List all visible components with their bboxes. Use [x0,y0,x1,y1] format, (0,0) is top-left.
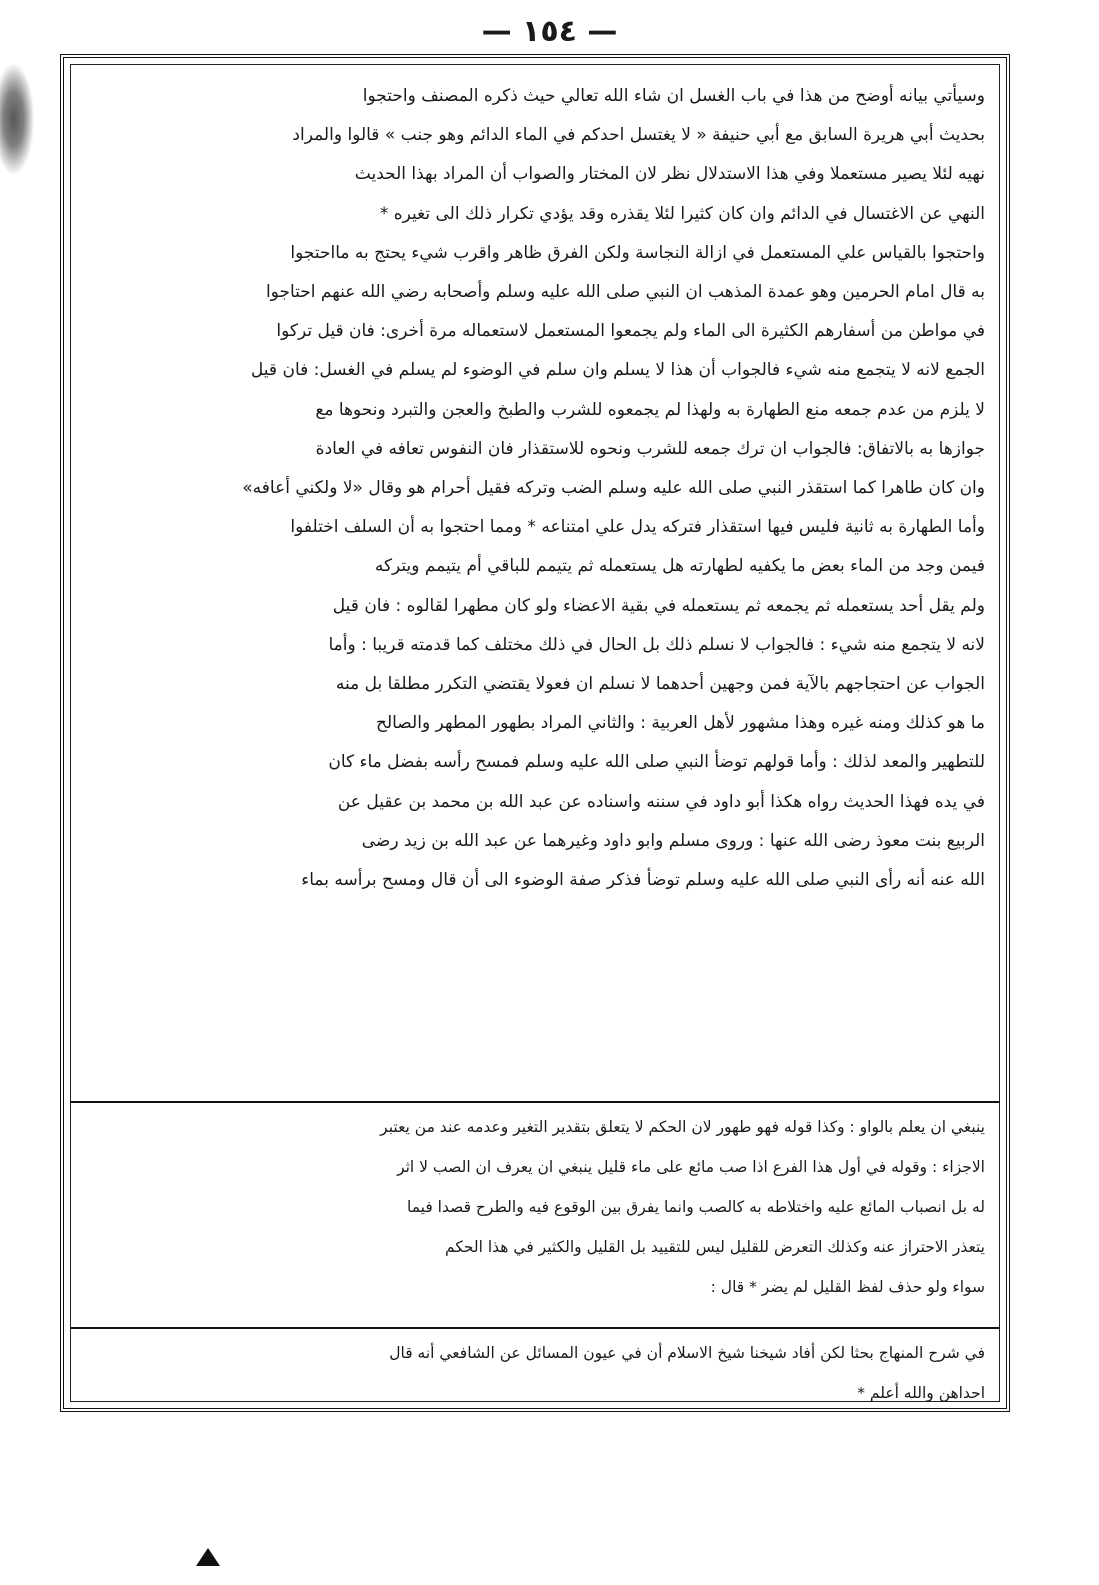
main-text-line: فيمن وجد من الماء بعض ما يكفيه لطهارته هل يستعمله ثم يتيمم للباقي أم يتيمم ويتركه [374,556,985,577]
main-text-line: للتطهير والمعد لذلك : وأما قولهم توضأ النبي صلى الله عليه وسلم فمسح رأسه بفضل ماء كان [328,752,985,773]
footnote-line: في شرح المنهاج بحثا لكن أفاد شيخنا شيخ الاسلام أن في عيون المسائل عن الشافعي أنه قال [389,1344,985,1362]
commentary-line: ينبغي ان يعلم بالواو : وكذا قوله فهو طهور لان الحكم لا يتعلق بتقدير التغير وعدمه عند من يعتبر [380,1118,985,1136]
section-divider [71,1327,999,1329]
commentary-block [85,1107,985,1323]
scan-smudge [0,64,34,174]
main-text-line: وسيأتي بيانه أوضح من هذا في باب الغسل ان شاء الله تعالي حيث ذكره المصنف واحتجوا [362,86,985,106]
footnote-line: احداهن والله أعلم * [857,1384,985,1402]
commentary-line: الاجزاء : وقوله في أول هذا الفرع اذا صب مائع على ماء قليل ينبغي ان يعرف ان الصب لا اثر [397,1158,985,1176]
main-text-line: وأما الطهارة به ثانية فليس فيها استقذار فتركه يدل علي امتناعه * ومما احتجوا به أن السلف اختلفوا [290,517,985,538]
commentary-line: يتعذر الاحتراز عنه وكذلك التعرض للقليل ليس للتقييد بل القليل والكثير في هذا الحكم [445,1238,985,1256]
main-text-line: لا يلزم من عدم جمعه منع الطهارة به ولهذا لم يجمعوه للشرب والطبخ والعجن والتبرد ونحوها مع [315,399,985,420]
footnote-block [85,1333,985,1405]
main-text-line: ما هو كذلك ومنه غيره وهذا مشهور لأهل العربية : والثاني المراد بطهور المطهر والصالح [375,713,985,734]
main-text-line: لانه لا يتجمع منه شيء : فالجواب لا نسلم ذلك بل الحال في ذلك مختلف كما قدمته قريبا : وأما [328,634,985,655]
main-text-line: نهيه لئلا يصير مستعملا وفي هذا الاستدلال نظر لان المختار والصواب أن المراد بهذا الحديث [354,164,985,185]
main-text-line: الربيع بنت معوذ رضى الله عنها : وروى مسلم وابو داود وغيرهما عن عبد الله بن زيد رضى [361,830,985,851]
commentary-line: سواء ولو حذف لفظ القليل لم يضر * قال : [710,1278,985,1296]
main-text-line: في مواطن من أسفارهم الكثيرة الى الماء ولم يجمعوا المستعمل لاستعماله مرة أخرى: فان قيل تركوا [276,321,985,342]
main-text-line: وان كان طاهرا كما استقذر النبي صلى الله عليه وسلم الضب وتركه فقيل أحرام هو وقال «لا ولكني أعافه» [242,478,985,499]
page-number: — ١٥٤ — [481,14,618,49]
main-text-line: جوازها به بالاتفاق: فالجواب ان ترك جمعه للشرب ونحوه للاستقذار فان النفوس تعافه في العادة [315,438,985,459]
main-text-block [85,77,985,1093]
main-text-line: الله عنه أنه رأى النبي صلى الله عليه وسلم توضأ فذكر صفة الوضوء الى أن قال ومسح برأسه بماء [301,870,985,891]
main-text-line: به قال امام الحرمين وهو عمدة المذهب ان النبي صلى الله عليه وسلم وأصحابه رضي الله عنهم احتاجوا [265,282,985,303]
main-text-line: النهي عن الاغتسال في الدائم وان كان كثيرا لئلا يقذره وقد يؤدي تكرار ذلك الى تغيره * [379,203,985,224]
triangle-mark-icon [196,1548,220,1566]
commentary-line: له بل انصباب المائع عليه واختلاطه به كالصب وانما يفرق بين الوقوع فيه والطرح قصدا فيما [406,1198,985,1216]
page-frame [60,54,1010,1412]
main-text-line: الجواب عن احتجاجهم بالآية فمن وجهين أحدهما لا نسلم ان فعولا يقتضي التكرر مطلقا بل منه [335,674,985,695]
main-text-line: بحديث أبي هريرة السابق مع أبي حنيفة « لا يغتسل احدكم في الماء الدائم وهو جنب » قالوا والمراد [292,125,985,146]
page-frame-inner [70,64,1000,1402]
main-text-line: الجمع لانه لا يتجمع منه شيء فالجواب أن هذا لا يسلم وان سلم في الوضوء لم يسلم في الغسل: فان قيل [250,360,985,381]
main-text-line: ولم يقل أحد يستعمله ثم يجمعه ثم يستعمله في بقية الاعضاء ولو كان مطهرا لقالوه : فان قيل [332,595,985,616]
main-text-line: واحتجوا بالقياس علي المستعمل في ازالة النجاسة ولكن الفرق ظاهر واقرب شيء يحتج به مااحتجوا [290,242,985,263]
main-text-line: في يده فهذا الحديث رواه هكذا أبو داود في سننه واسناده عن عبد الله بن محمد بن عقيل عن [337,791,985,812]
section-divider [71,1101,999,1103]
